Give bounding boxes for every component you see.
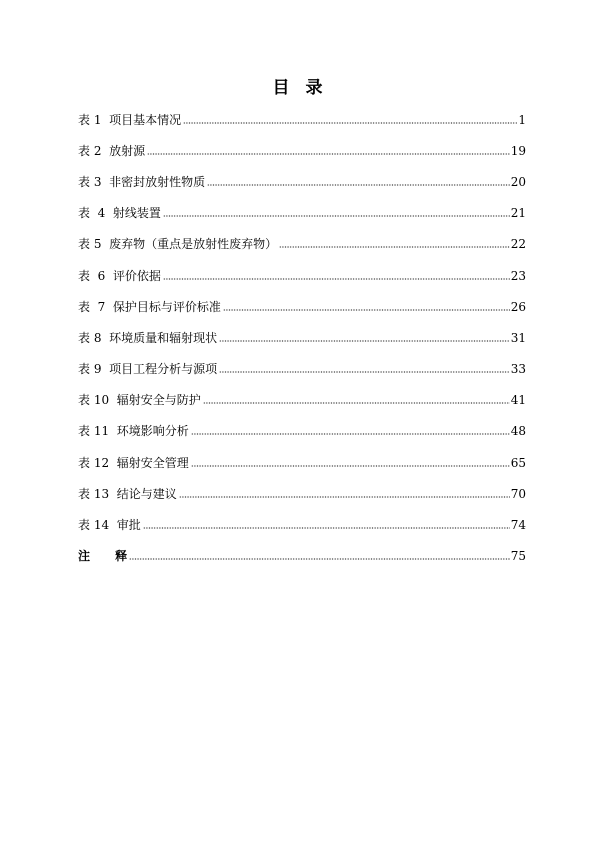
toc-entry-page: 33 [510, 362, 526, 377]
toc-dot-leader [179, 496, 510, 498]
toc-entry[interactable] [78, 541, 526, 572]
toc-entry-page: 26 [510, 299, 526, 314]
toc-entry-label: 表 8 环境质量和辐射现状 [78, 330, 218, 345]
toc-dot-leader [191, 433, 510, 435]
toc-dot-leader [219, 371, 510, 373]
toc-dot-leader [203, 402, 510, 404]
toc-entry-page: 22 [510, 237, 526, 252]
toc-entry-page: 41 [510, 393, 526, 408]
toc-entry-page: 1 [518, 112, 526, 127]
toc-entry-label: 表 10 辐射安全与防护 [78, 393, 201, 408]
page-title: 目 录 [272, 78, 323, 98]
toc-dot-leader [191, 465, 510, 467]
toc-entry-page: 31 [510, 330, 526, 345]
toc-entry-label: 表 4 射线装置 [78, 206, 161, 221]
toc-entry-label: 表 14 审批 [78, 518, 141, 533]
toc-entry[interactable] [78, 229, 526, 260]
toc-entry[interactable] [78, 509, 526, 540]
toc-entry[interactable] [78, 478, 526, 509]
toc-entry[interactable] [78, 260, 526, 291]
toc-entry-page: 65 [510, 455, 526, 470]
toc-entry-page: 74 [510, 518, 526, 533]
toc-dot-leader [279, 246, 510, 248]
toc-entry-page: 19 [510, 143, 526, 158]
toc-entry[interactable] [78, 447, 526, 478]
toc-dot-leader [129, 558, 510, 560]
toc-entry[interactable] [78, 135, 526, 166]
toc-entry[interactable] [78, 166, 526, 197]
toc-entry-page: 20 [510, 174, 526, 189]
toc-entry-page: 21 [510, 206, 526, 221]
toc-dot-leader [163, 215, 510, 217]
toc-entry-label: 表 6 评价依据 [78, 268, 161, 283]
toc-dot-leader [183, 122, 517, 124]
toc-entry[interactable] [78, 385, 526, 416]
toc-entry-label: 表 9 项目工程分析与源项 [78, 362, 218, 377]
toc-entry[interactable] [78, 291, 526, 322]
toc-entry-page: 23 [510, 268, 526, 283]
toc-entry-page: 75 [510, 549, 526, 564]
toc-entry-label: 表 2 放射源 [78, 143, 146, 158]
toc-entry-page: 48 [510, 424, 526, 439]
toc-dot-leader [207, 184, 510, 186]
toc-entry-label: 表 3 非密封放射性物质 [78, 174, 206, 189]
toc-entry-label: 表 1 项目基本情况 [78, 112, 182, 127]
toc-entry-label: 表 11 环境影响分析 [78, 424, 189, 439]
toc-entry-label: 表 12 辐射安全管理 [78, 455, 189, 470]
toc-dot-leader [219, 340, 510, 342]
toc-dot-leader [147, 153, 510, 155]
toc-entry-label: 表 13 结论与建议 [78, 486, 177, 501]
toc-dot-leader [163, 278, 510, 280]
toc-entry-label: 表 7 保护目标与评价标准 [78, 299, 221, 314]
toc-entry[interactable] [78, 354, 526, 385]
toc-entry-label: 注 释 [78, 549, 128, 564]
toc-dot-leader [143, 527, 510, 529]
toc-dot-leader [223, 309, 510, 311]
table-of-contents [78, 104, 526, 572]
toc-entry[interactable] [78, 416, 526, 447]
toc-entry-page: 70 [510, 486, 526, 501]
toc-entry[interactable] [78, 104, 526, 135]
toc-entry[interactable] [78, 322, 526, 353]
toc-entry-label: 表 5 废弃物（重点是放射性废弃物） [78, 237, 278, 252]
toc-entry[interactable] [78, 198, 526, 229]
